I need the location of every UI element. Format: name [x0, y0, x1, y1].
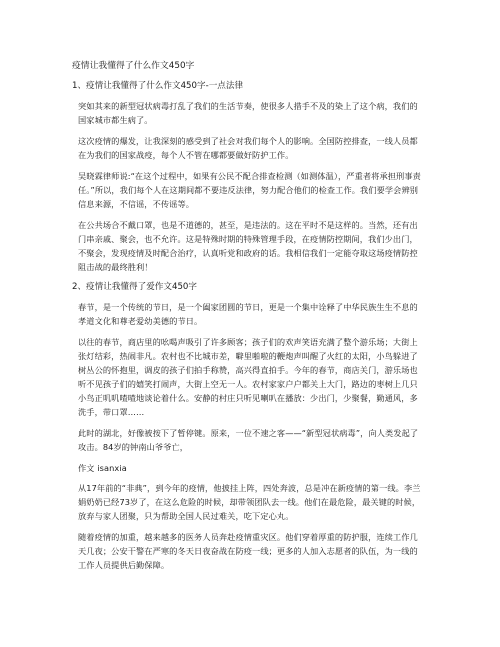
section-2-paragraph-2: 以往的春节，商店里的吆喝声吸引了许多顾客；孩子们的欢声笑语充满了整个游乐场；大街上张灯结彩，热闹非凡。农村也不比城市差，噼里啪啦的鞭炮声叫醒了火红的太阳，小鸟躲进了树丛公的怀抱里，调皮的孩子们拍手称赞，高兴得直拍手。今年的春节，商店关门，游乐场也听不见孩子们的嬉笑打闹声，大街上空无一人。农村家家户户都关上大门，路边的枣树上几只小鸟正叽叽喳喳地谈论着什么。安静的村庄只听见喇叭在播放：少出门，少聚餐，勤通风，多洗手，带口罩……: [78, 337, 418, 417]
document-page: [72, 60, 432, 579]
document-title: 疫情让我懂得了什么作文450字: [72, 61, 195, 71]
section-2-paragraph-1: 春节，是一个传统的节日，是一个阖家团圆的节日，更是一个集中诠释了中华民族生生不息的孝道文化和尊老爱幼美德的节日。: [78, 302, 418, 326]
section-2-paragraph-4: 从17年前的“非典”，到今年的疫情，他披挂上阵，四处奔波，总是冲在新疫情的第一线。李兰娟奶奶已经73岁了，在这么危险的时候，却带领团队去一线。他们在最危险，最关键的时候，放弃与家人团聚，只为帮助全国人民过难关，吃下定心丸。: [78, 483, 421, 521]
section-2-paragraph-3: 此时的湖北，好像被按下了暂停键。原来，一位不速之客——“新型冠状病毒”，向人类发起了攻击。84岁的钟南山爷爷亡，: [78, 428, 419, 452]
section-2-heading: 2、疫情让我懂得了爱作文450字: [72, 282, 197, 292]
author-label: 作文 isanxia: [78, 463, 127, 473]
section-1-paragraph-1: 突如其来的新型冠状病毒打乱了我们的生活节奏，使很多人措手不及的染上了这个病，我们的国家城市都生病了。: [78, 101, 418, 125]
section-1-paragraph-4: 在公共场合不戴口罩，也是不道德的，甚至，是违法的。这在平时不是这样的。当然，还有出门串亲戚、聚会，也不允许。这是特殊时期的特殊管理手段，在疫情防控期间，我们少出门，不聚会，发现疫情及时配合治疗，认真听党和政府的话。我相信我们一定能夺取这场疫情防控阻击战的最终胜利！: [78, 220, 418, 272]
section-1-heading: 1、疫情让我懂得了什么作文450字-一点法律: [72, 81, 244, 91]
section-1-paragraph-2: 这次疫情的爆发，让我深刻的感受到了社会对我们每个人的影响。全国防控排查，一线人员都在为我们的国家战疫，每个人不管在哪都要做好防护工作。: [78, 136, 418, 160]
section-2-paragraph-5: 随着疫情的加重，越来越多的医务人员奔赴疫情重灾区。他们穿着厚重的防护服，连续工作几天几夜；公安干警在严寒的冬天日夜奋战在防疫一线；更多的人加入志愿者的队伍，为一线的工作人员提供后勤保障。: [78, 532, 418, 570]
section-1-paragraph-3: 吴晓霖律师说:“在这个过程中，如果有公民不配合排查检测（如测体温），严重者将承担刑事责任。”所以，我们每个人在这期间都不要违反法律，努力配合他们的检查工作。我们要学会辨别信息来源，不信谣，不传谣等。: [78, 171, 421, 209]
